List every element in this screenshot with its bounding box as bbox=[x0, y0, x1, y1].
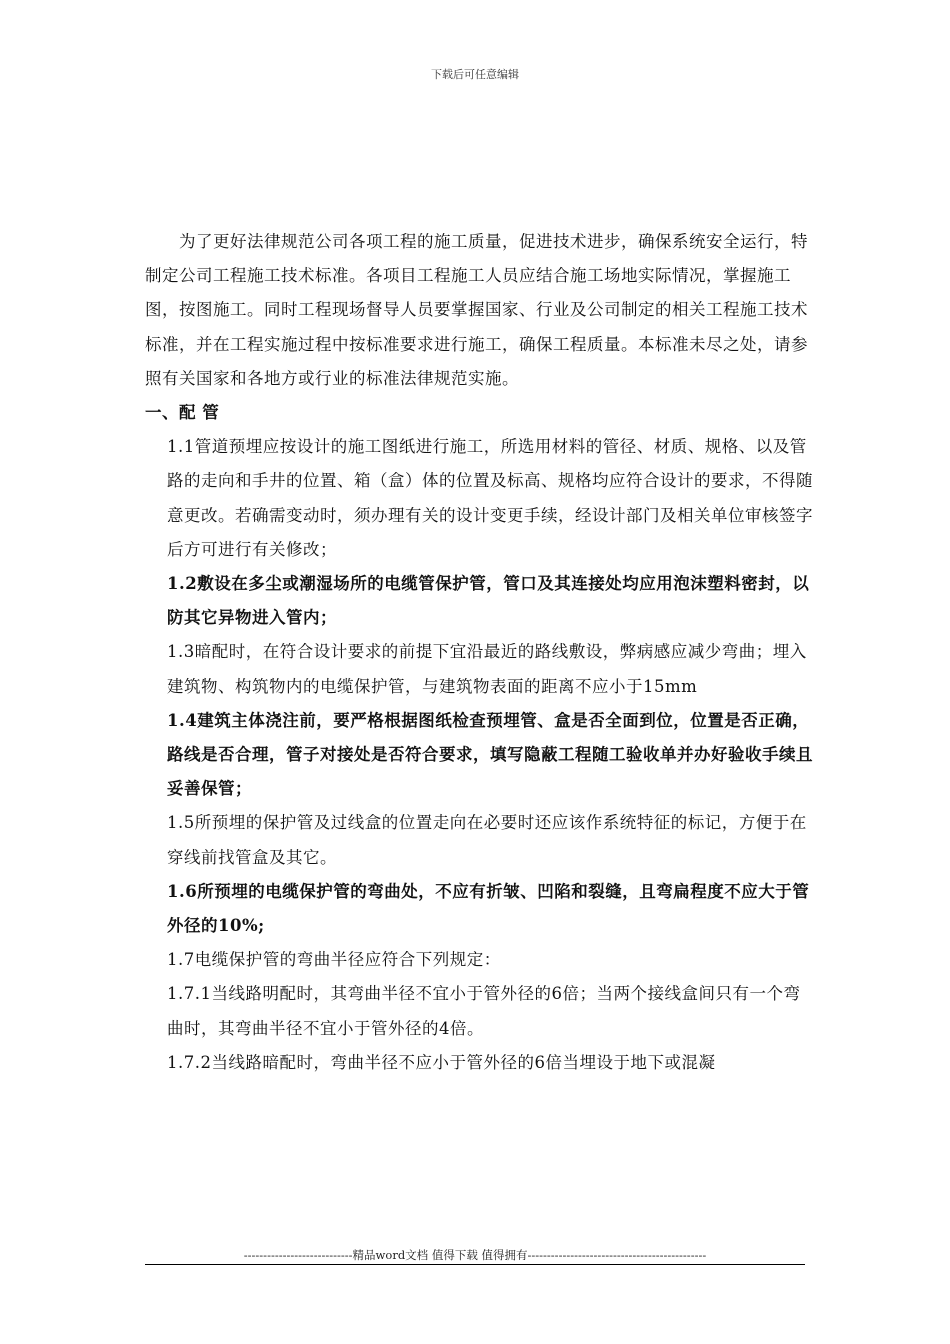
page-header: 下载后可任意编辑 bbox=[431, 68, 519, 81]
footer-divider bbox=[145, 1264, 805, 1265]
clause-1-3: 1.3暗配时，在符合设计要求的前提下宜沿最近的路线敷设，弊病感应减少弯曲；埋入建筑物、构筑物内的电缆保护管，与建筑物表面的距离不应小于15mm bbox=[167, 642, 807, 696]
clause-1-6: 1.6所预埋的电缆保护管的弯曲处，不应有折皱、凹陷和裂缝，且弯扁程度不应大于管外径的10%; bbox=[167, 881, 810, 936]
clause-1-7-1: 1.7.1当线路明配时，其弯曲半径不宜小于管外径的6倍；当两个接线盒间只有一个弯曲时，其弯曲半径不宜小于管外径的4倍。 bbox=[167, 984, 801, 1038]
document-body bbox=[145, 225, 813, 1080]
page-footer: ----------------------------精品word文档 值得下载 值得拥有---------------------------------------------- bbox=[243, 1248, 707, 1262]
intro-paragraph: 为了更好法律规范公司各项工程的施工质量，促进技术进步，确保系统安全运行，特制定公司工程施工技术标准。各项目工程施工人员应结合施工场地实际情况，掌握施工图，按图施工。同时工程现场督导人员要掌握国家、行业及公司制定的相关工程施工技术标准，并在工程实施过程中按标准要求进行施工，确保工程质量。本标准未尽之处，请参照有关国家和各地方或行业的标准法律规范实施。 bbox=[145, 232, 808, 388]
clause-1-7: 1.7电缆保护管的弯曲半径应符合下列规定： bbox=[167, 950, 501, 970]
clause-1-7-2: 1.7.2当线路暗配时，弯曲半径不应小于管外径的6倍当埋设于地下或混凝 bbox=[167, 1052, 716, 1072]
clause-1-2: 1.2敷设在多尘或潮湿场所的电缆管保护管，管口及其连接处均应用泡沫塑料密封，以防其它异物进入管内； bbox=[167, 574, 810, 628]
section-heading: 一、配 管 bbox=[145, 403, 220, 423]
clause-1-4: 1.4建筑主体浇注前，要严格根据图纸检查预埋管、盒是否全面到位，位置是否正确，路线是否合理，管子对接处是否符合要求，填写隐蔽工程随工验收单并办好验收手续且妥善保管； bbox=[167, 710, 813, 799]
clause-1-1: 1.1管道预埋应按设计的施工图纸进行施工，所选用材料的管径、材质、规格、以及管路的走向和手井的位置、箱（盒）体的位置及标高、规格均应符合设计的要求，不得随意更改。若确需变动时，须办理有关的设计变更手续，经设计部门及相关单位审核签字后方可进行有关修改； bbox=[167, 437, 813, 559]
clause-1-5: 1.5所预埋的保护管及过线盒的位置走向在必要时还应该作系统特征的标记，方便于在穿线前找管盒及其它。 bbox=[167, 813, 807, 867]
